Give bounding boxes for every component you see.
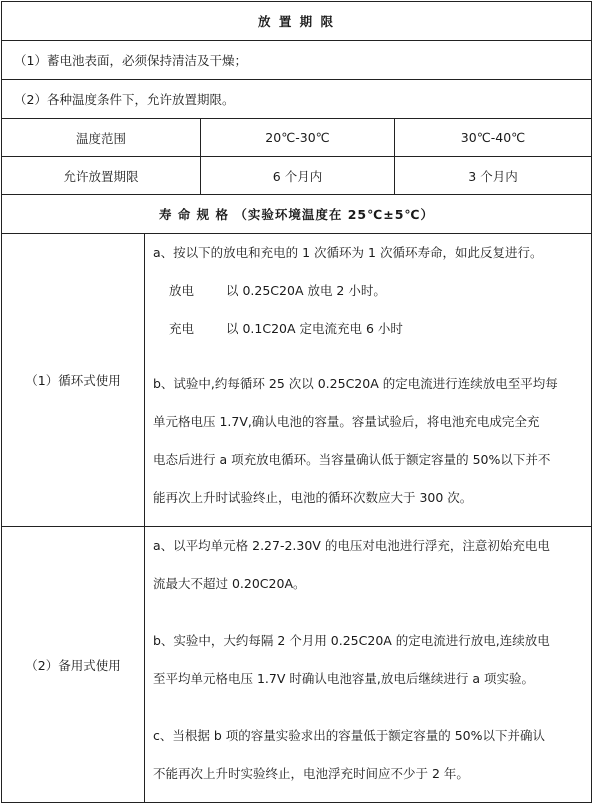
discharge-row [153, 272, 583, 310]
discharge-value: 以 0.25C20A 放电 2 小时。 [226, 283, 386, 298]
standby-use-label: （2）备用式使用 [2, 527, 145, 803]
spacer [153, 348, 583, 365]
storage-period-1: 6 个月内 [201, 157, 395, 195]
storage-title: 放 置 期 限 [2, 2, 592, 41]
temp-range-label: 温度范围 [2, 119, 201, 157]
spacer [153, 603, 583, 622]
cyclic-b-line-1: b、试验中,约每循环 25 次以 0.25C20A 的定电流进行连续放电至平均每 [153, 376, 558, 391]
spacer [153, 698, 583, 717]
temp-range-1: 20℃-30℃ [201, 119, 395, 157]
spec-table [1, 1, 592, 803]
standby-a-line-1: a、以平均单元格 2.27-2.30V 的电压对电池进行浮充，注意初始充电电 [153, 538, 550, 553]
standby-c-line-2: 不能再次上升时实验终止，电池浮充时间应不少于 2 年。 [153, 766, 469, 781]
standby-b-line-1: b、实验中，大约每隔 2 个月用 0.25C20A 的定电流进行放电,连续放电 [153, 633, 550, 648]
storage-period-label: 允许放置期限 [2, 157, 201, 195]
charge-row [153, 310, 583, 348]
cyclic-b-line-3: 电态后进行 a 项充放电循环。当容量确认低于额定容量的 50%以下并不 [153, 452, 551, 467]
storage-period-2: 3 个月内 [395, 157, 592, 195]
cyclic-b-line-4: 能再次上升时试验终止，电池的循环次数应大于 300 次。 [153, 490, 473, 505]
standby-a-line-2: 流最大不超过 0.20C20A。 [153, 576, 306, 591]
standby-c-line-1: c、当根据 b 项的容量实验求出的容量低于额定容量的 50%以下并确认 [153, 728, 546, 743]
cyclic-b-line-2: 单元格电压 1.7V,确认电池的容量。容量试验后，将电池充电成完全充 [153, 414, 540, 429]
standby-b-line-2: 至平均单元格电压 1.7V 时确认电池容量,放电后继续进行 a 项实验。 [153, 671, 534, 686]
charge-value: 以 0.1C20A 定电流充电 6 小时 [226, 321, 403, 336]
life-title: 寿 命 规 格 （实验环境温度在 25℃±5℃） [2, 195, 592, 234]
storage-note-2: （2）各种温度条件下，允许放置期限。 [2, 80, 592, 119]
storage-note-1: （1）蓄电池表面，必须保持清洁及干燥； [2, 41, 592, 80]
cyclic-a-line: a、按以下的放电和充电的 1 次循环为 1 次循环寿命，如此反复进行。 [153, 245, 543, 260]
cyclic-use-label: （1）循环式使用 [2, 234, 145, 527]
discharge-key: 放电 [169, 283, 195, 298]
standby-use-content [145, 527, 592, 803]
cyclic-use-content [145, 234, 592, 527]
temp-range-2: 30℃-40℃ [395, 119, 592, 157]
charge-key: 充电 [169, 321, 195, 336]
